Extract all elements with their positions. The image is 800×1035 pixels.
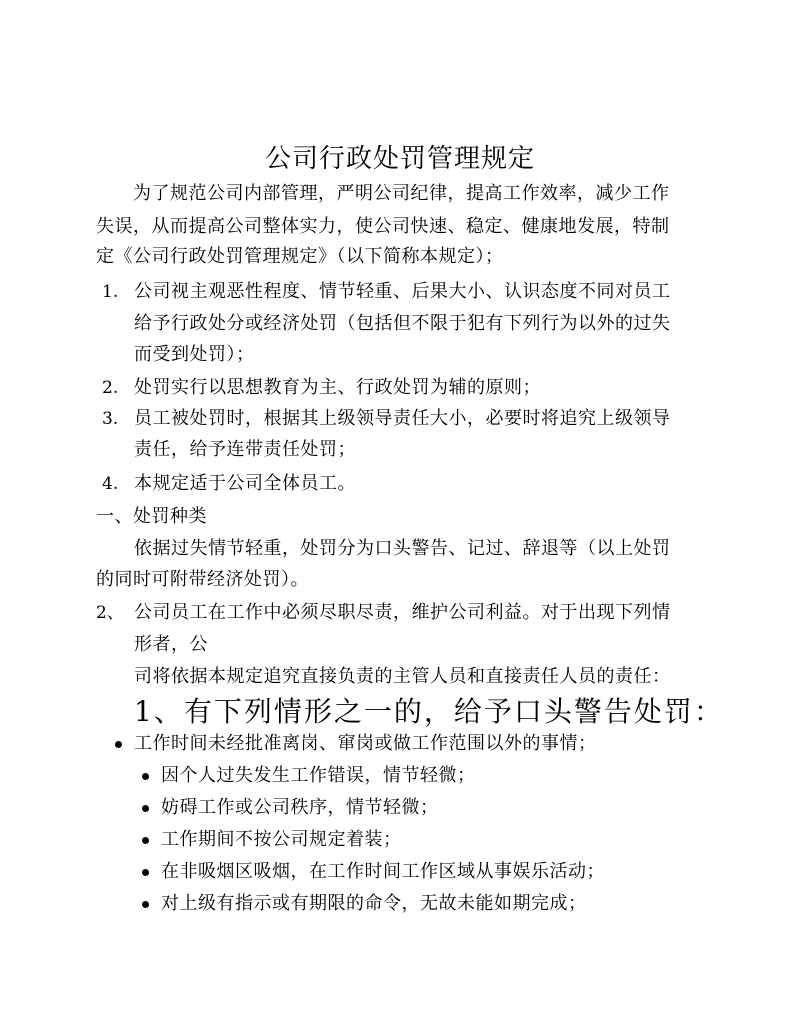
list-number: 3. bbox=[102, 409, 119, 429]
bullet-item: 妨碍工作或公司秩序，情节轻微； bbox=[161, 797, 439, 818]
section-heading: 一、处罚种类 bbox=[96, 506, 207, 527]
bullet-item: 在非吸烟区吸烟，在工作时间工作区域从事娱乐活动； bbox=[161, 861, 605, 882]
list-item-line: 给予行政处分或经济处罚（包括但不限于犯有下列行为以外的过失 bbox=[134, 313, 671, 334]
list-item-line: 处罚实行以思想教育为主、行政处罚为辅的原则； bbox=[134, 377, 541, 398]
bullet-icon bbox=[115, 741, 122, 748]
list-item-line: 本规定适于公司全体员工。 bbox=[134, 473, 356, 494]
bullet-icon bbox=[142, 869, 149, 876]
list-item-line: 员工被处罚时，根据其上级领导责任大小，必要时将追究上级领导 bbox=[134, 408, 671, 429]
intro-line: 失误，从而提高公司整体实力，使公司快速、稳定、健康地发展，特制 bbox=[96, 216, 670, 237]
intro-line: 为了规范公司内部管理，严明公司纪律，提高工作效率，减少工作 bbox=[133, 183, 670, 204]
list-number: 4. bbox=[102, 474, 119, 494]
list-number: 2. bbox=[102, 378, 119, 398]
list-item-line: 公司员工在工作中必须尽职尽责，维护公司利益。对于出现下列情 bbox=[134, 602, 671, 623]
bullet-icon bbox=[142, 805, 149, 812]
list-item-continuation: 司将依据本规定追究直接负责的主管人员和直接责任人员的责任： bbox=[134, 666, 671, 687]
bullet-item: 对上级有指示或有期限的命令，无故未能如期完成； bbox=[161, 893, 587, 914]
bullet-item: 工作时间未经批准离岗、窜岗或做工作范围以外的事情； bbox=[134, 733, 597, 754]
bullet-icon bbox=[142, 901, 149, 908]
list-item-line: 公司视主观恶性程度、情节轻重、后果大小、认识态度不同对员工 bbox=[134, 281, 671, 302]
section-line: 依据过失情节轻重，处罚分为口头警告、记过、辞退等（以上处罚 bbox=[134, 538, 671, 559]
bullet-item: 因个人过失发生工作错误，情节轻微； bbox=[161, 765, 476, 786]
bullet-item: 工作期间不按公司规定着装； bbox=[161, 829, 402, 850]
section-line: 的同时可附带经济处罚）。 bbox=[96, 569, 309, 590]
bullet-icon bbox=[142, 773, 149, 780]
document-title: 公司行政处罚管理规定 bbox=[264, 144, 535, 174]
list-item-line: 责任，给予连带责任处罚； bbox=[134, 439, 356, 460]
intro-line: 定《公司行政处罚管理规定》（以下简称本规定）； bbox=[96, 246, 504, 267]
subheading: 1、有下列情形之一的，给予口头警告处罚： bbox=[134, 695, 724, 728]
bullet-icon bbox=[142, 837, 149, 844]
list-item-line: 而受到处罚）； bbox=[134, 344, 255, 365]
list-item-line: 形者，公 bbox=[134, 634, 208, 655]
list-number: 1. bbox=[102, 282, 119, 302]
list-number: 2、 bbox=[96, 603, 124, 623]
